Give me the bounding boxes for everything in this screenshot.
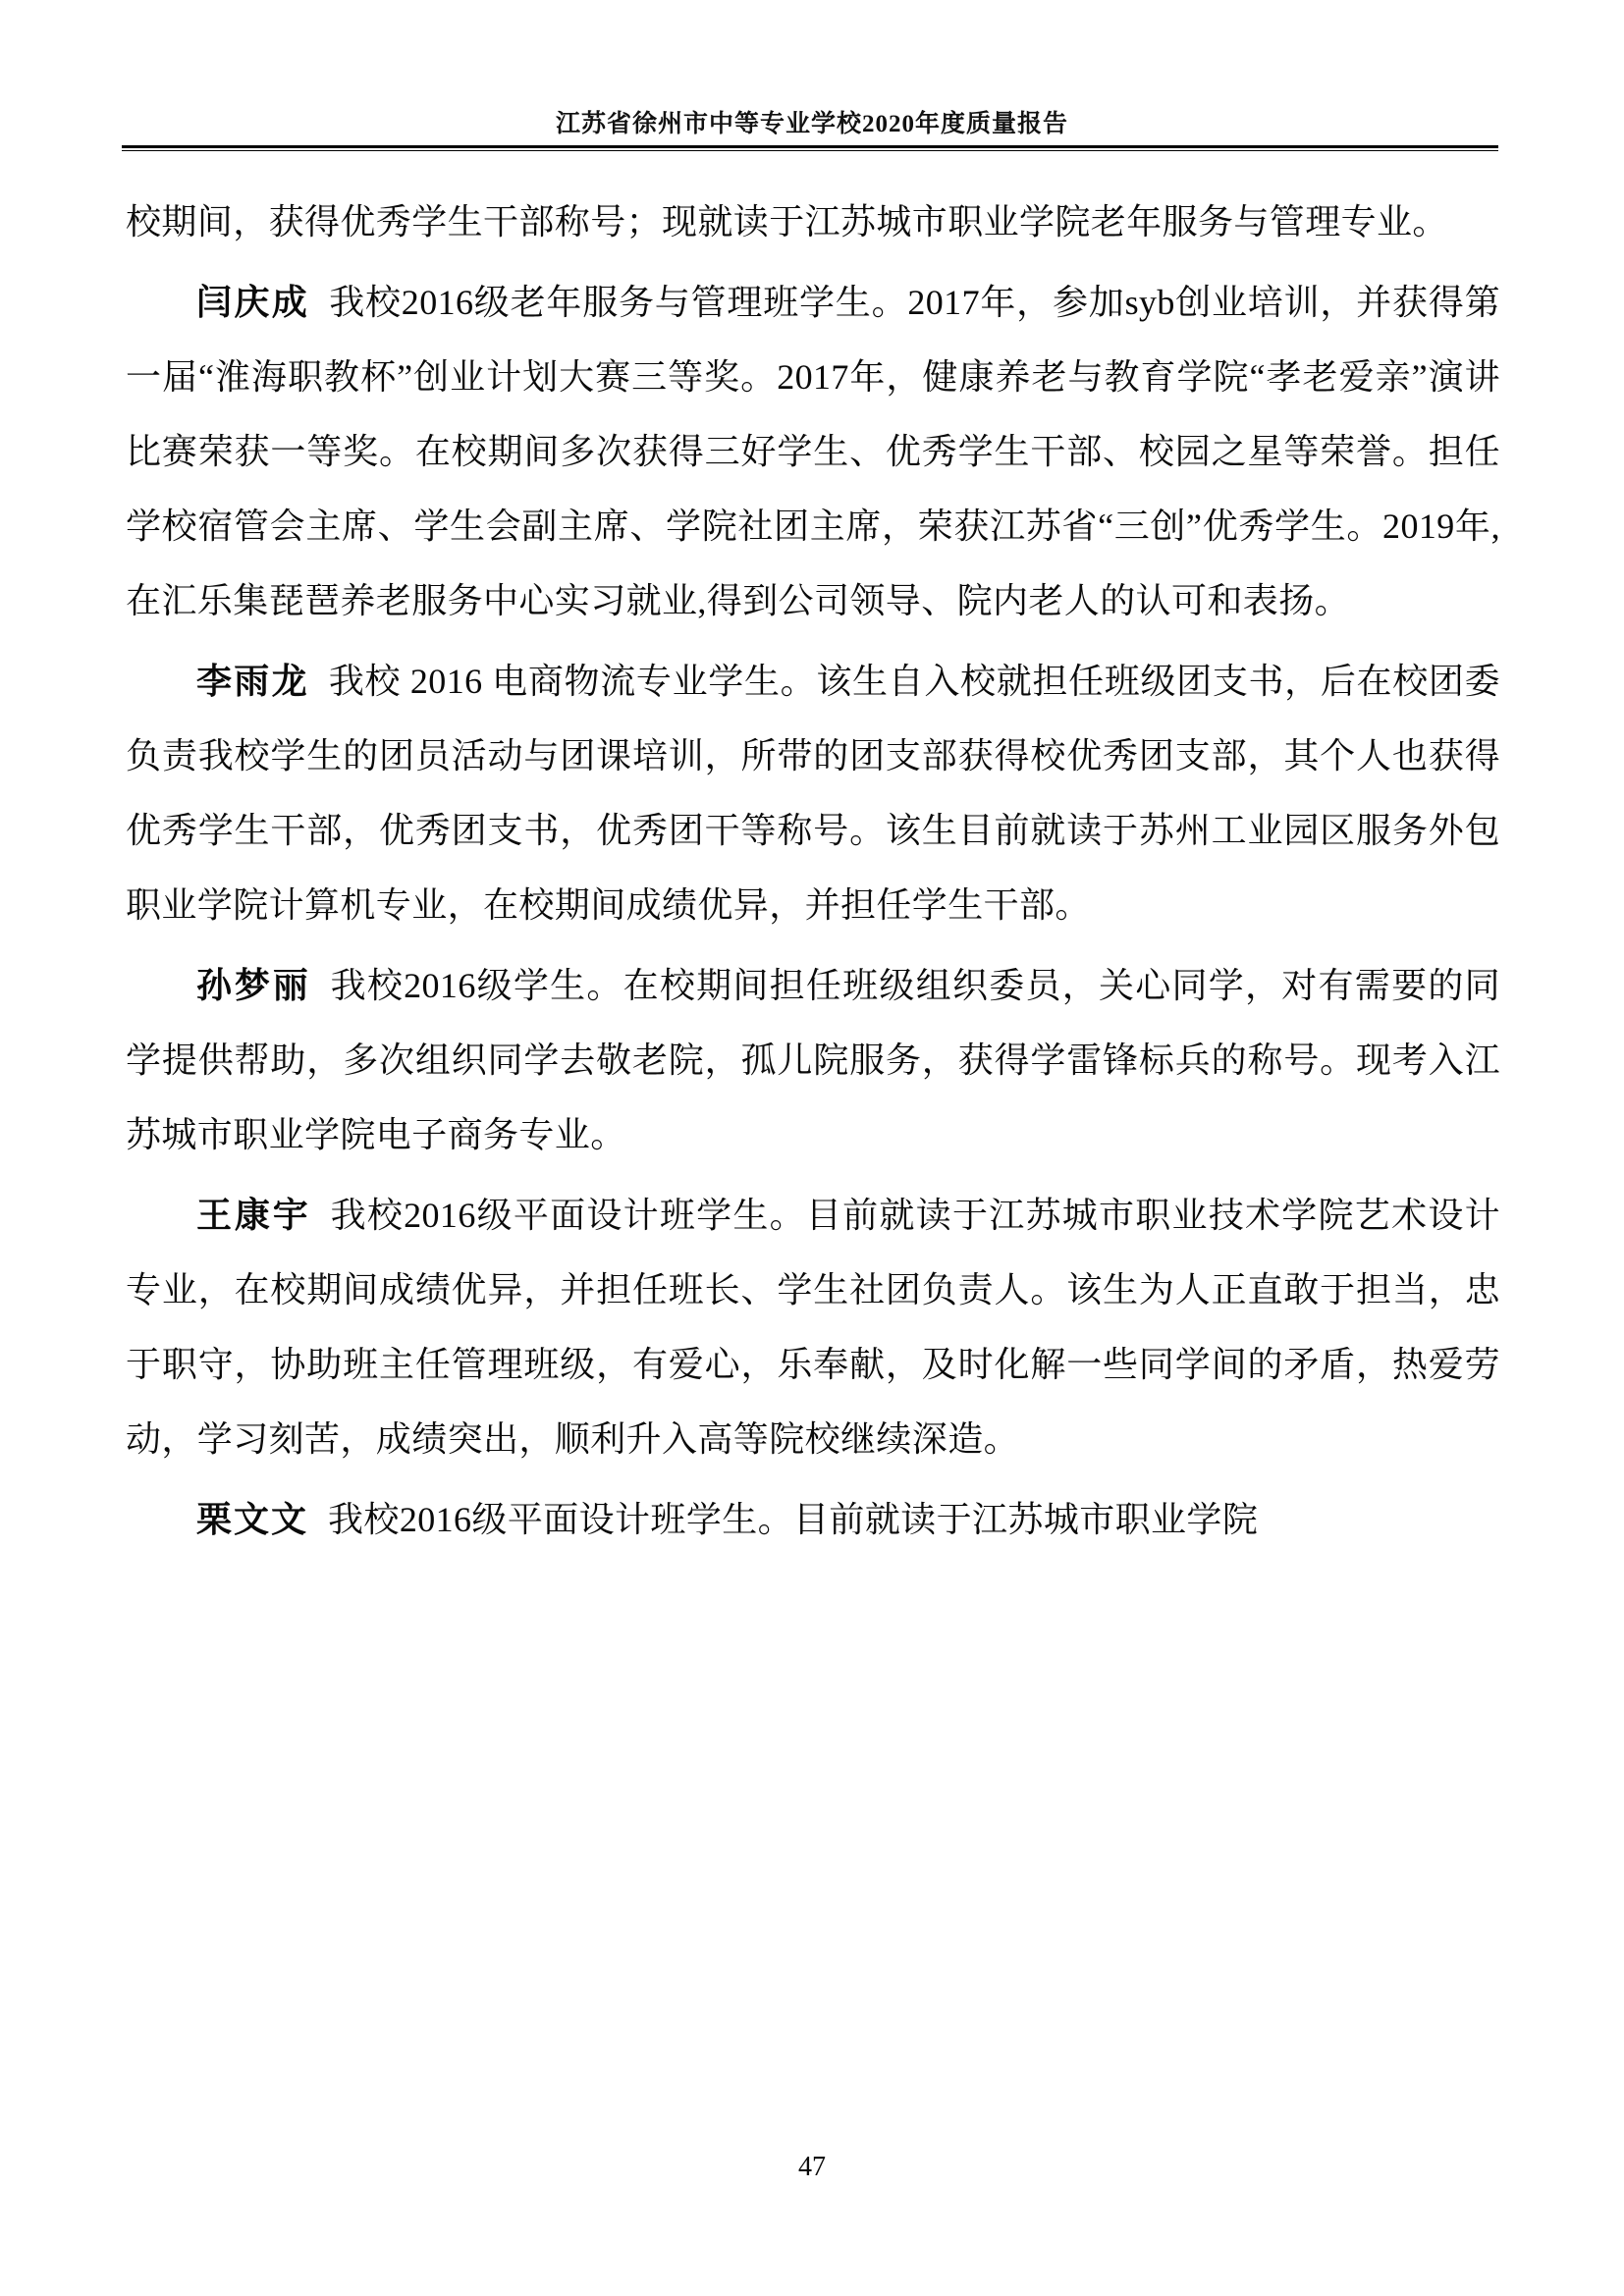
paragraph-wang-kangyu (126, 1178, 1500, 1476)
paragraph-yan-qingcheng (126, 265, 1500, 638)
paragraph-text: 我校2016级老年服务与管理班学生。2017年，参加syb创业培训，并获得第一届“淮海职教杯”创业计划大赛三等奖。2017年，健康养老与教育学院“孝老爱亲”演讲比赛荣获一等奖。在校期间多次获得三好学生、优秀学生干部、校园之星等荣誉。担任学校宿管会主席、学生会副主席、学院社团主席，荣获江苏省“三创”优秀学生。2019年,在汇乐集琵琶养老服务中心实习就业,得到公司领导、院内老人的认可和表扬。 (126, 283, 1500, 620)
page-body (126, 185, 1500, 1563)
paragraph-continued (126, 185, 1500, 259)
header-divider-rule (122, 145, 1498, 151)
student-name-wang-kangyu: 王康宇 (196, 1196, 311, 1235)
running-header-title: 江苏省徐州市中等专业学校2020年度质量报告 (555, 111, 1068, 137)
student-name-li-yulong: 李雨龙 (196, 662, 309, 701)
paragraph-li-wenwen (126, 1482, 1500, 1557)
paragraph-sun-mengli (126, 948, 1500, 1172)
student-name-yan-qingcheng: 闫庆成 (196, 283, 310, 322)
page-header (0, 0, 1624, 157)
paragraph-text: 我校2016级平面设计班学生。目前就读于江苏城市职业学院 (328, 1500, 1259, 1539)
page-number: 47 (798, 2152, 826, 2182)
paragraph-text: 我校2016级平面设计班学生。目前就读于江苏城市职业技术学院艺术设计专业，在校期间成绩优异，并担任班长、学生社团负责人。该生为人正直敢于担当，忠于职守，协助班主任管理班级，有爱心，乐奉献，及时化解一些同学间的矛盾，热爱劳动，学习刻苦，成绩突出，顺利升入高等院校继续深造。 (126, 1196, 1500, 1459)
student-name-sun-mengli: 孙梦丽 (196, 966, 311, 1005)
paragraph-text: 我校2016级学生。在校期间担任班级组织委员，关心同学，对有需要的同学提供帮助，多次组织同学去敬老院，孤儿院服务，获得学雷锋标兵的称号。现考入江苏城市职业学院电子商务专业。 (126, 966, 1500, 1154)
student-name-li-wenwen: 栗文文 (196, 1500, 309, 1539)
paragraph-li-yulong (126, 644, 1500, 942)
paragraph-text: 校期间，获得优秀学生干部称号；现就读于江苏城市职业学院老年服务与管理专业。 (126, 202, 1448, 241)
paragraph-text: 我校 2016 电商物流专业学生。该生自入校就担任班级团支书，后在校团委负责我校学生的团员活动与团课培训，所带的团支部获得校优秀团支部，其个人也获得优秀学生干部，优秀团支书，优秀团干等称号。该生目前就读于苏州工业园区服务外包职业学院计算机专业，在校期间成绩优异，并担任学生干部。 (126, 662, 1500, 925)
